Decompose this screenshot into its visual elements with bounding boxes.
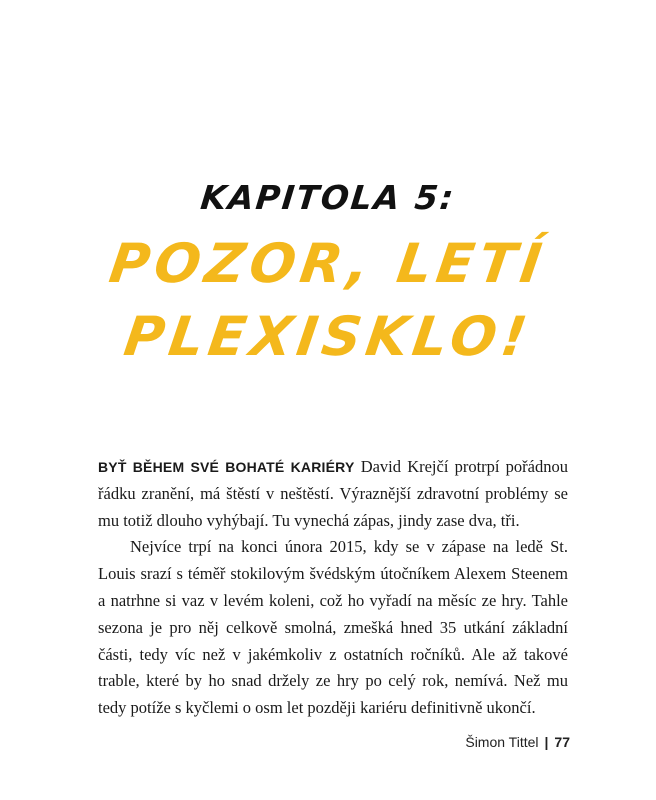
paragraph-2: Nejvíce trpí na konci února 2015, kdy se v zápase na ledě St. Louis srazí s téměř stokilovým švédským útočníkem Alexem Steenem a natrhne si vaz v levém koleni, což ho vyřadí na měsíc ze hry. Tahle sezona je pro něj celkově smolná, zmešká hned 35 utkání základní části, tedy víc než v jakémkoliv z ostatních ročníků. Ale až takové trable, které by ho snad držely ze hry po celý rok, nemívá. Než mu tedy potíže s kyčlemi o osm let později kariéru definitivně ukončí. [98, 537, 568, 718]
author-name: Šimon Tittel [465, 734, 539, 750]
footer-separator: | [544, 734, 549, 750]
chapter-title-line-2: PLEXISKLO! [120, 305, 536, 368]
lead-in: BYŤ BĚHEM SVÉ BOHATÉ KARIÉRY [98, 459, 355, 475]
page-footer [465, 734, 570, 750]
chapter-label: KAPITOLA 5: [198, 178, 458, 217]
paragraph-1 [98, 454, 568, 534]
body-text [98, 454, 568, 722]
page-number: 77 [554, 734, 570, 750]
paragraph-1-text: David Krejčí protrpí pořádnou řádku zranění, má štěstí v neštěstí. Výraznější zdravotní problémy se mu totiž dlouho vyhýbají. Tu vynechá zápas, jindy zase dva, tři. [98, 457, 569, 530]
chapter-title-line-1: POZOR, LETÍ [105, 232, 551, 295]
